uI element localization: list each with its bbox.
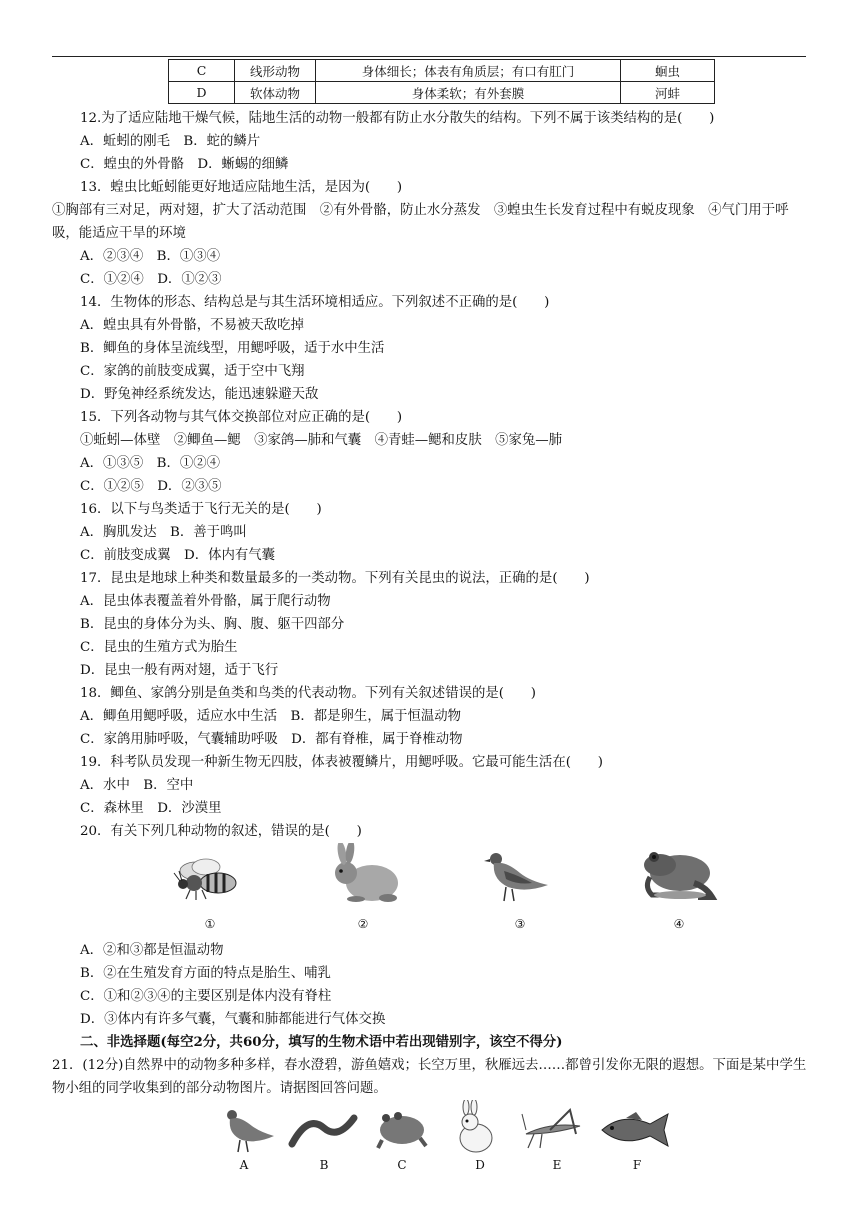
frog-image xyxy=(372,1106,430,1152)
figure-label-a: A xyxy=(239,1158,249,1172)
figure-label-1: ① xyxy=(204,917,216,931)
figure-label-3: ③ xyxy=(514,917,526,931)
pigeon-image xyxy=(220,1106,276,1154)
q12-options-cd: C．蝗虫的外骨骼 D．蜥蜴的细鳞 xyxy=(80,157,289,172)
q15-options-cd: C．①②⑤ D．②③⑤ xyxy=(80,479,222,494)
figure-label-e: E xyxy=(552,1158,562,1172)
figure-label-b: B xyxy=(319,1158,329,1172)
q19-options-cd: C．森林里 D．沙漠里 xyxy=(80,801,222,816)
q19-stem: 19．科考队员发现一种新生物无四肢，体表被覆鳞片，用鳃呼吸。它最可能生活在( ) xyxy=(80,755,603,770)
q14-option-b: B．鲫鱼的身体呈流线型，用鳃呼吸，适于水中生活 xyxy=(80,341,385,356)
table-cell-features: 身体柔软；有外套膜 xyxy=(316,82,621,104)
q20-option-a: A．②和③都是恒温动物 xyxy=(80,943,224,958)
q17-option-c: C．昆虫的生殖方式为胎生 xyxy=(80,640,238,655)
grasshopper-image xyxy=(520,1104,588,1152)
q12-options-ab: A．蚯蚓的刚毛 B．蛇的鳞片 xyxy=(80,134,261,149)
figure-label-2: ② xyxy=(357,917,369,931)
q18-stem: 18．鲫鱼、家鸽分别是鱼类和鸟类的代表动物。下列有关叙述错误的是( ) xyxy=(80,686,536,701)
figure-label-d: D xyxy=(475,1158,485,1172)
rabbit-image xyxy=(326,843,404,905)
q14-option-a: A．蝗虫具有外骨骼，不易被天敌吃掉 xyxy=(80,318,304,333)
eel-image xyxy=(288,1110,358,1150)
q12-stem: 12.为了适应陆地干燥气候，陆地生活的动物一般都有防止水分散失的结构。下列不属于该类结构的是( ) xyxy=(80,111,715,126)
question-content xyxy=(52,107,812,1175)
q17-option-b: B．昆虫的身体分为头、胸、腹、躯干四部分 xyxy=(80,617,345,632)
q21-stem: 21．(12分)自然界中的动物多种多样，春水澄碧，游鱼嬉戏；长空万里，秋雁远去……都曾引发你无限的遐想。下面是某中学生物小组的同学收集到的部分动物图片。请据图回答问题。 xyxy=(52,1058,807,1096)
q18-options-ab: A．鲫鱼用鳃呼吸，适应水中生活 B．都是卵生，属于恒温动物 xyxy=(80,709,462,724)
q21-animal-figure xyxy=(80,1100,812,1175)
q14-option-d: D．野兔神经系统发达，能迅速躲避天敌 xyxy=(80,387,319,402)
table-cell-example: 蛔虫 xyxy=(621,60,715,82)
table-row xyxy=(169,60,715,82)
q14-option-c: C．家鸽的前肢变成翼，适于空中飞翔 xyxy=(80,364,305,379)
table-cell-letter: D xyxy=(169,82,235,104)
figure-label-c: C xyxy=(397,1158,407,1172)
q17-option-a: A．昆虫体表覆盖着外骨骼，属于爬行动物 xyxy=(80,594,331,609)
q20-option-b: B．②在生殖发育方面的特点是胎生、哺乳 xyxy=(80,966,331,981)
q20-option-c: C．①和②③④的主要区别是体内没有脊柱 xyxy=(80,989,332,1004)
frog-image xyxy=(638,843,720,903)
fish-image xyxy=(598,1108,674,1152)
section-2-heading: 二、非选择题(每空2分，共60分，填写的生物术语中若出现错别字，该空不得分) xyxy=(80,1034,563,1050)
q13-statements: ①胸部有三对足，两对翅，扩大了活动范围 ②有外骨骼，防止水分蒸发 ③蝗虫生长发育过程中有蜕皮现象 ④气门用于呼吸，能适应干旱的环境 xyxy=(52,203,789,241)
table-cell-group: 线形动物 xyxy=(235,60,316,82)
bee-image xyxy=(172,853,244,901)
q20-option-d: D．③体内有许多气囊，气囊和肺都能进行气体交换 xyxy=(80,1012,386,1027)
rabbit-image xyxy=(452,1100,496,1156)
table-cell-example: 河蚌 xyxy=(621,82,715,104)
q19-options-ab: A．水中 B．空中 xyxy=(80,778,194,793)
table-cell-letter: C xyxy=(169,60,235,82)
figure-label-4: ④ xyxy=(673,917,685,931)
q18-options-cd: C．家鸽用肺呼吸，气囊辅助呼吸 D．都有脊椎，属于脊椎动物 xyxy=(80,732,463,747)
q13-options-cd: C．①②④ D．①②③ xyxy=(80,272,222,287)
q13-options-ab: A．②③④ B．①③④ xyxy=(80,249,221,264)
q16-options-ab: A．胸肌发达 B．善于鸣叫 xyxy=(80,525,247,540)
q13-stem: 13．蝗虫比蚯蚓能更好地适应陆地生活，是因为( ) xyxy=(80,180,403,195)
q15-statements: ①蚯蚓—体壁 ②鲫鱼—鳃 ③家鸽—肺和气囊 ④青蛙—鳃和皮肤 ⑤家兔—肺 xyxy=(80,433,563,448)
q14-stem: 14．生物体的形态、结构总是与其生活环境相适应。下列叙述不正确的是( ) xyxy=(80,295,550,310)
q20-animal-figure xyxy=(80,843,812,939)
q15-options-ab: A．①③⑤ B．①②④ xyxy=(80,456,221,471)
q17-option-d: D．昆虫一般有两对翅，适于飞行 xyxy=(80,663,279,678)
q20-stem: 20．有关下列几种动物的叙述，错误的是( ) xyxy=(80,824,362,839)
header-rule xyxy=(52,56,806,57)
table-cell-features: 身体细长；体表有角质层；有口有肛门 xyxy=(316,60,621,82)
q15-stem: 15．下列各动物与其气体交换部位对应正确的是( ) xyxy=(80,410,403,425)
q16-stem: 16．以下与鸟类适于飞行无关的是( ) xyxy=(80,502,322,517)
q16-options-cd: C．前肢变成翼 D．体内有气囊 xyxy=(80,548,276,563)
q17-stem: 17．昆虫是地球上种类和数量最多的一类动物。下列有关昆虫的说法，正确的是( ) xyxy=(80,571,590,586)
table-cell-group: 软体动物 xyxy=(235,82,316,104)
table-row xyxy=(169,82,715,104)
classification-table xyxy=(168,59,715,104)
figure-label-f: F xyxy=(632,1158,642,1172)
pigeon-image xyxy=(482,849,552,907)
